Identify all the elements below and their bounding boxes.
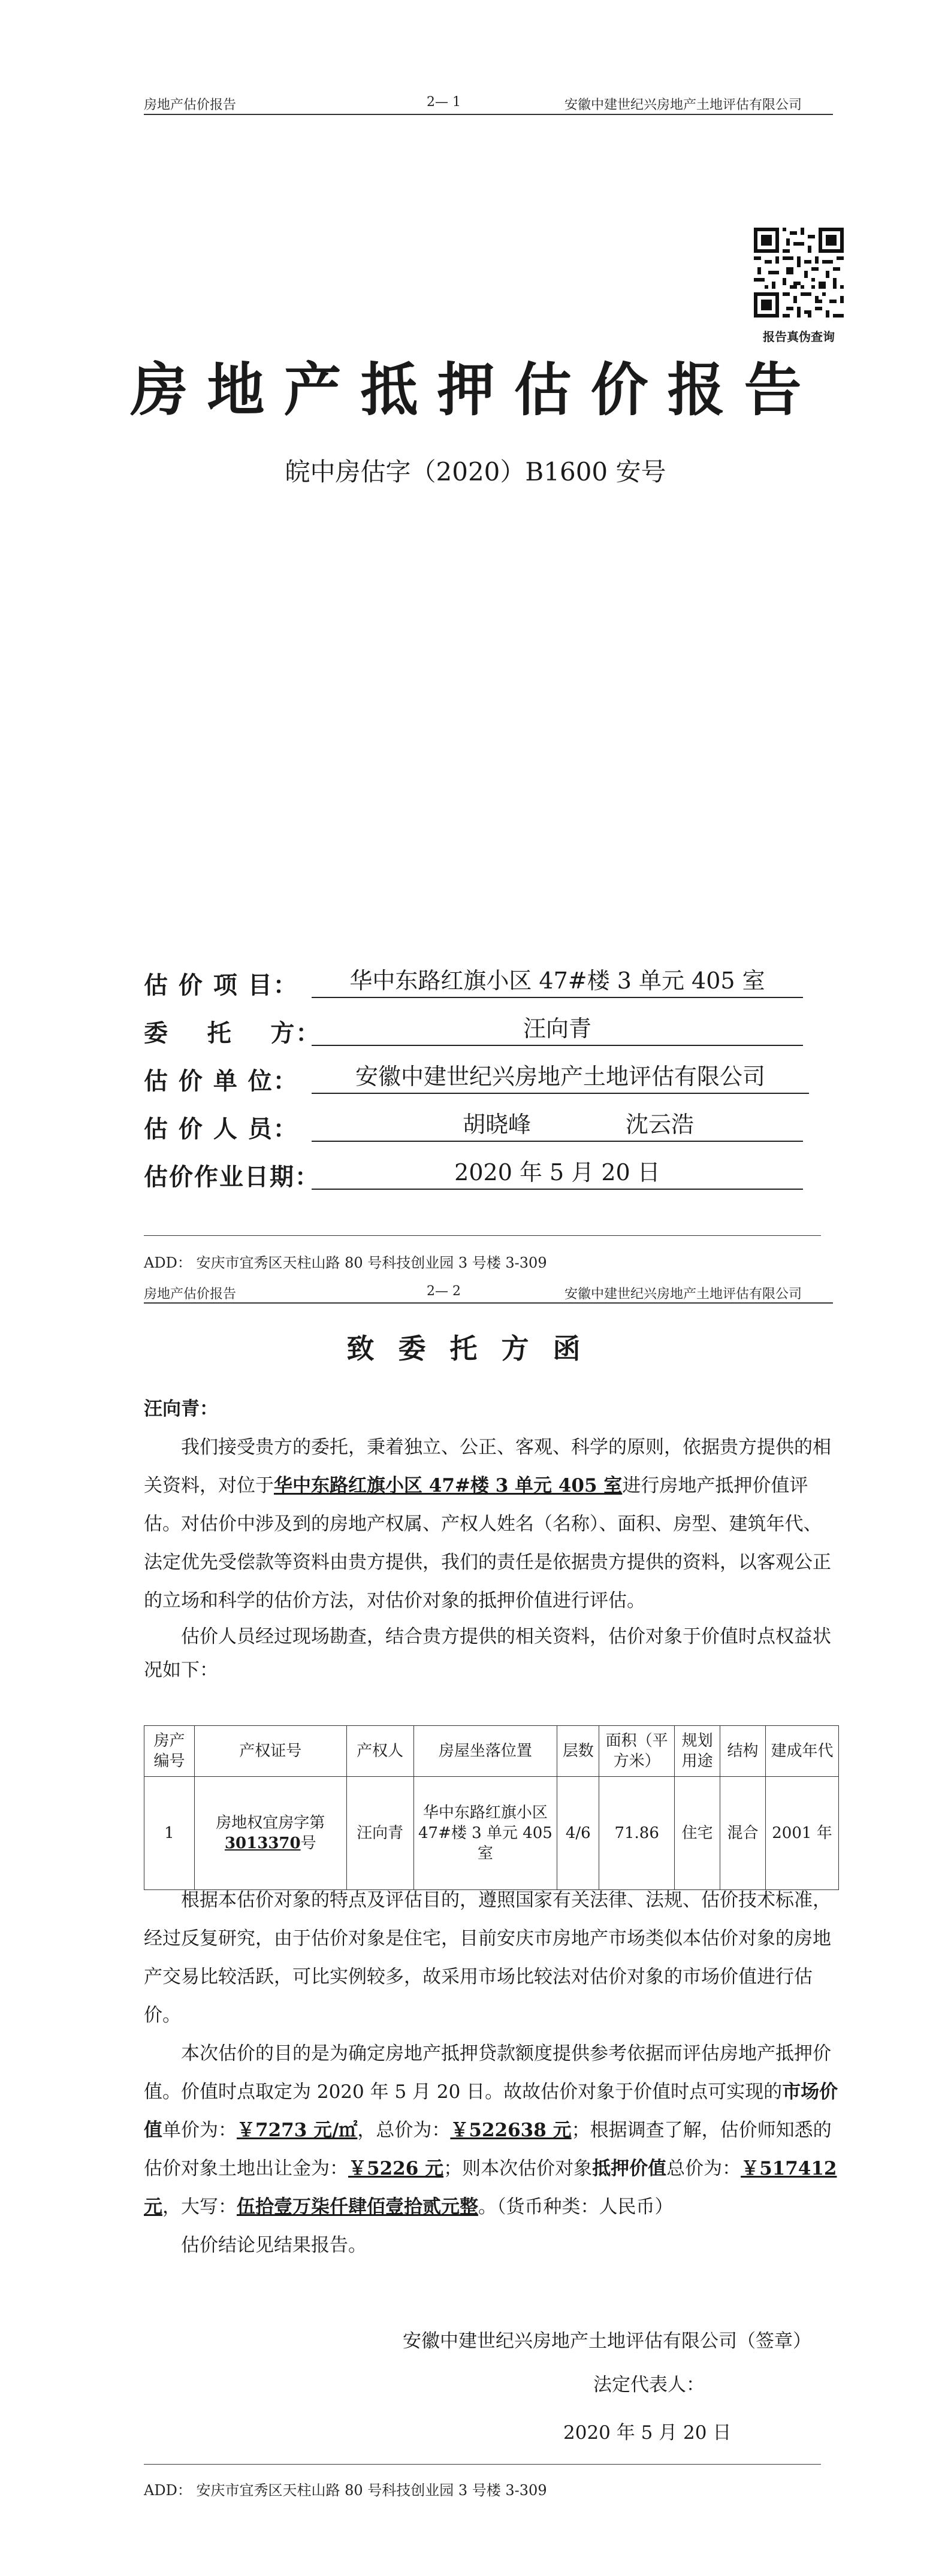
field-value-appraisers <box>312 1109 803 1142</box>
header-left: 房地产估价报告 <box>144 98 237 113</box>
footer-address: ADD： 安庆市宜秀区天柱山路 80 号科技创业园 3 号楼 3-309 <box>144 1254 547 1271</box>
p4-text-i: ；则本次估价对象 <box>443 2158 593 2179</box>
field-label-project: 估 价 项 目： <box>144 971 298 999</box>
p4-text-e: ，总价为： <box>357 2120 451 2141</box>
th-owner: 产权人 <box>346 1726 413 1777</box>
th-structure: 结构 <box>720 1726 766 1777</box>
cell-use: 住宅 <box>675 1777 720 1890</box>
cell-cert <box>194 1777 346 1890</box>
salutation: 汪向青： <box>144 1398 218 1420</box>
letter-title: 致委托方函 <box>346 1332 605 1365</box>
appraiser-name-2: 沈云浩 <box>626 1111 695 1138</box>
land-grant-fee: ￥5226 元 <box>348 2158 444 2179</box>
th-area: 面积（平方米） <box>599 1726 675 1777</box>
cert-prefix: 房地权宜房字第 <box>216 1814 325 1832</box>
letter-body-2 <box>144 1881 839 2264</box>
th-year: 建成年代 <box>765 1726 838 1777</box>
table-row <box>144 1777 839 1890</box>
th-use: 规划用途 <box>675 1726 720 1777</box>
total-market-value: ￥522638 元 <box>450 2120 572 2141</box>
field-value-work-date: 2020 年 5 月 20 日 <box>312 1157 803 1190</box>
header-page-number: 2— 1 <box>427 95 461 110</box>
mortgage-value-in-words: 伍拾壹万柒仟肆佰壹拾贰元整 <box>237 2196 478 2218</box>
unit-price: ￥7273 元/㎡ <box>237 2120 358 2141</box>
p1-text-a: 我们接受贵方的委托，秉着独立、公正、客观、科学的原则，依据贵方提供的相关资料，对位于 <box>144 1437 831 1496</box>
cert-number: 3013370 <box>224 1834 301 1852</box>
total-mortgage-value: ￥517412 元 <box>144 2158 837 2218</box>
p4-text-m: ，大写： <box>162 2196 237 2218</box>
letter-body <box>144 1390 839 1687</box>
cell-year: 2001 年 <box>765 1777 838 1890</box>
paragraph-1 <box>144 1428 839 1620</box>
field-value-client: 汪向青 <box>312 1014 803 1046</box>
th-location: 房屋坐落位置 <box>413 1726 557 1777</box>
appraiser-name-1: 胡晓峰 <box>462 1111 531 1138</box>
p1-text-c: 进行房地产抵押价值评估。对估价中涉及到的房地产权属、产权人姓名（名称）、面积、房型、建筑年代、法定优先受偿款等资料由贵方提供，我们的责任是依据贵方提供的资料，以客观公正的立场和科学的估价方法，对估价对象的抵押价值进行评估。 <box>144 1475 831 1611</box>
header-page-number-2: 2— 2 <box>427 1284 461 1299</box>
signature-date: 2020 年 5 月 20 日 <box>563 2422 732 2444</box>
p4-text-g: ；根据调查了解，估价师知悉的估价对象土地出让金为： <box>144 2120 832 2179</box>
p4-text-k: 总价为： <box>666 2158 741 2179</box>
footer-rule-2 <box>144 2464 821 2465</box>
paragraph-3: 根据本估价对象的特点及评估目的，遵照国家有关法律、法规、估价技术标准，经过反复研究，由于估价对象是住宅，目前安庆市房地产市场类似本估价对象的房地产交易比较活跃，可比实例较多，故采用市场比较法对估价对象的市场价值进行估价。 <box>144 1889 831 2026</box>
header-left-2: 房地产估价报告 <box>144 1287 237 1302</box>
field-label-work-date: 估价作业日期： <box>144 1163 320 1191</box>
paragraph-5: 估价结论见结果报告。 <box>181 2235 367 2256</box>
p4-text-c: 单价为： <box>162 2120 237 2141</box>
cell-no: 1 <box>144 1777 195 1890</box>
header-right: 安徽中建世纪兴房地产土地评估有限公司 <box>564 98 802 113</box>
th-floors: 层数 <box>557 1726 599 1777</box>
paragraph-2: 估价人员经过现场勘查，结合贵方提供的相关资料，估价对象于价值时点权益状况如下： <box>144 1626 831 1681</box>
property-address: 华中东路红旗小区 47#楼 3 单元 405 室 <box>274 1475 623 1496</box>
table-header-row <box>144 1726 839 1777</box>
header-rule-2 <box>144 1302 833 1304</box>
report-number: 皖中房估字（2020）B1600 安号 <box>285 457 666 486</box>
header-rule <box>144 114 833 115</box>
cell-floors: 4/6 <box>557 1777 599 1890</box>
cell-area: 71.86 <box>599 1777 675 1890</box>
field-label-appraiser-org: 估 价 单 位： <box>144 1067 298 1095</box>
property-info-table <box>144 1725 839 1890</box>
market-value-label: 市场价值 <box>144 2081 838 2141</box>
paragraph-4 <box>144 2034 839 2226</box>
signature-company: 安徽中建世纪兴房地产土地评估有限公司（签章） <box>403 2330 811 2352</box>
footer-address-2: ADD： 安庆市宜秀区天柱山路 80 号科技创业园 3 号楼 3-309 <box>144 2482 547 2499</box>
field-label-client: 委 托 方： <box>144 1019 321 1047</box>
p4-text-o: 。（货币种类：人民币） <box>478 2196 674 2218</box>
field-label-appraisers: 估 价 人 员： <box>144 1115 298 1143</box>
mortgage-value-label: 抵押价值 <box>592 2158 667 2179</box>
qr-code-icon[interactable] <box>754 228 844 318</box>
qr-caption: 报告真伪查询 <box>763 329 835 344</box>
field-value-appraiser-org: 安徽中建世纪兴房地产土地评估有限公司 <box>312 1062 809 1094</box>
p4-text-a: 本次估价的目的是为确定房地产抵押贷款额度提供参考依据而评估房地产抵押价值。价值时点取定为 2020 年 5 月 20 日。故故估价对象于价值时点可实现的 <box>144 2043 831 2103</box>
footer-rule <box>144 1235 821 1236</box>
report-title: 房地产抵押估价报告 <box>130 356 821 424</box>
cell-structure: 混合 <box>720 1777 766 1890</box>
th-no: 房产编号 <box>144 1726 195 1777</box>
cell-owner: 汪向青 <box>346 1777 413 1890</box>
th-cert: 产权证号 <box>194 1726 346 1777</box>
cell-location: 华中东路红旗小区 47#楼 3 单元 405 室 <box>413 1777 557 1890</box>
cert-suffix: 号 <box>300 1834 316 1852</box>
signature-representative: 法定代表人： <box>593 2374 705 2396</box>
header-right-2: 安徽中建世纪兴房地产土地评估有限公司 <box>564 1287 802 1302</box>
field-value-project: 华中东路红旗小区 47#楼 3 单元 405 室 <box>312 966 803 998</box>
